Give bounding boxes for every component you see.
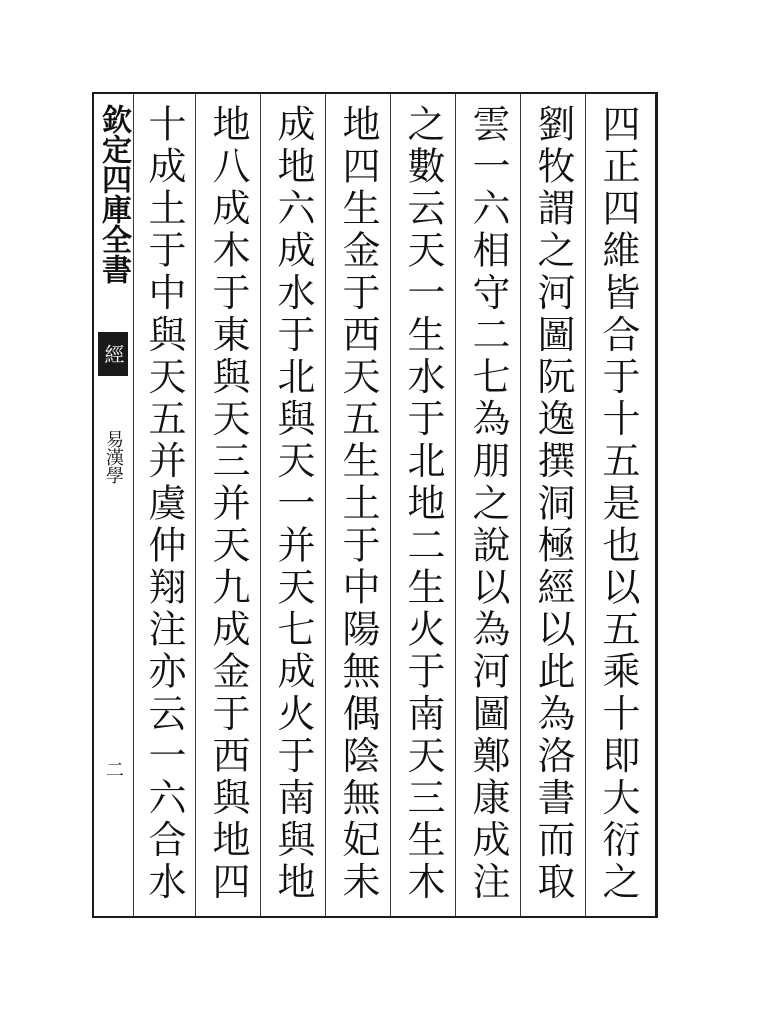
text-column-2: 劉牧謂之河圖阮逸撰洞極經以此為洛書而取 bbox=[531, 104, 575, 904]
column-rule bbox=[520, 94, 521, 916]
column-rule bbox=[325, 94, 326, 916]
text-column-5: 地四生金于西天五生土于中陽無偶陰無妃未 bbox=[336, 104, 380, 904]
column-rule bbox=[455, 94, 456, 916]
volume-mark: 經 bbox=[98, 332, 128, 376]
text-column-3: 雲一六相守二七為朋之說以為河圖鄭康成注 bbox=[466, 104, 510, 904]
column-rule bbox=[195, 94, 196, 916]
text-column-8: 十成土于中與天五并虞仲翔注亦云一六合水 bbox=[142, 104, 186, 904]
column-rule bbox=[260, 94, 261, 916]
text-column-7: 地八成木于東與天三并天九成金于西與地四 bbox=[206, 104, 250, 904]
column-rule bbox=[133, 94, 134, 916]
page-number: 二 bbox=[103, 760, 124, 778]
text-column-4: 之數云天一生水于北地二生火于南天三生木 bbox=[401, 104, 445, 904]
margin-column bbox=[96, 100, 130, 912]
text-column-1: 四正四維皆合于十五是也以五乘十即大衍之 bbox=[596, 104, 640, 904]
section-title: 易漢學 bbox=[103, 430, 124, 484]
column-rule bbox=[390, 94, 391, 916]
book-title: 欽定四庫全書 bbox=[96, 104, 131, 284]
text-column-6: 成地六成水于北與天一并天七成火于南與地 bbox=[271, 104, 315, 904]
column-rule bbox=[585, 94, 586, 916]
